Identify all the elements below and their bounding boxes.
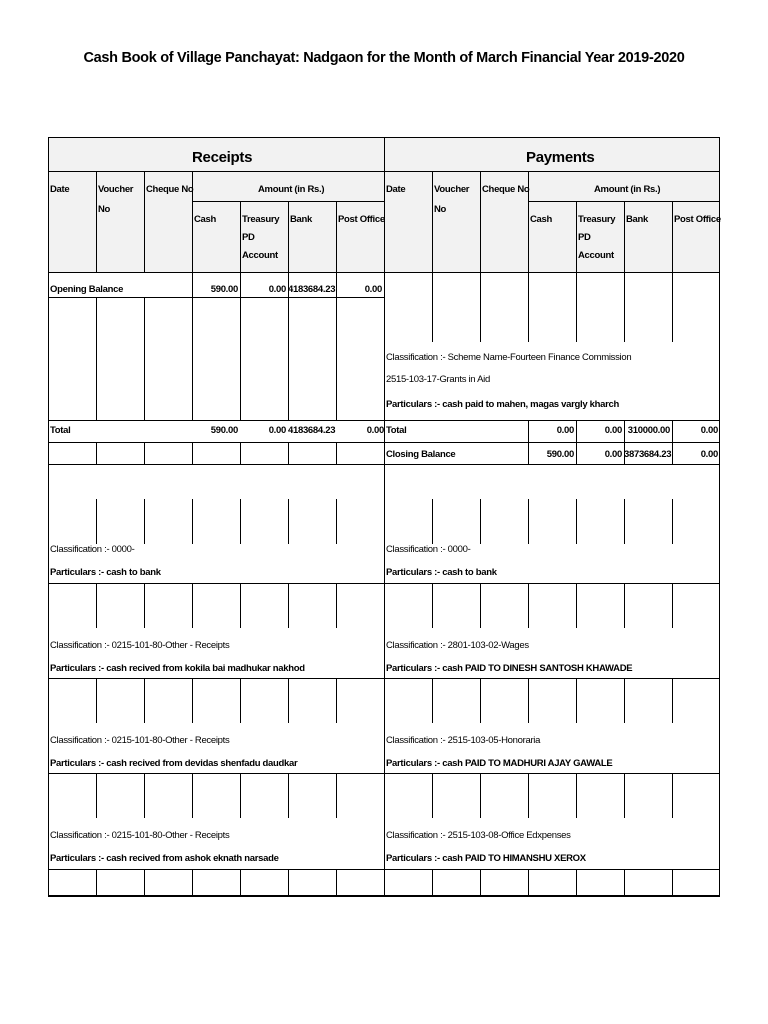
payment-classification: Classification :- 2515-103-08-Office Edxpenses: [386, 830, 571, 841]
col-line: [480, 583, 481, 628]
payment-classification: Classification :- 2515-103-05-Honoraria: [386, 735, 541, 746]
col-line: [576, 499, 577, 544]
col-line: [576, 272, 577, 342]
col-line: [432, 583, 433, 628]
col-line: [288, 201, 289, 272]
payment-particulars: Particulars :- cash PAID TO HIMANSHU XEROX: [386, 853, 586, 864]
payments-total-bank: 310000.00: [627, 425, 670, 436]
col-line: [672, 201, 673, 272]
col-line: [144, 442, 145, 464]
col-line: [240, 583, 241, 628]
col-line: [672, 678, 673, 723]
col-line: [192, 773, 193, 818]
closing-treasury: 0.00: [604, 449, 622, 460]
payments-total-label: Total: [386, 425, 407, 436]
col-line: [336, 201, 337, 272]
col-line: [96, 678, 97, 723]
payments-amount-header: Amount (in Rs.): [594, 184, 661, 195]
col-line: [240, 678, 241, 723]
col-line: [288, 869, 289, 895]
payment-classification: Classification :- 0000-: [386, 544, 471, 555]
col-line: [672, 869, 673, 895]
payments-total-post: 0.00: [700, 425, 718, 436]
col-line: [240, 442, 241, 464]
col-line: [240, 201, 241, 272]
col-line: [672, 272, 673, 342]
closing-post: 0.00: [700, 449, 718, 460]
col-line: [192, 442, 193, 464]
col-line: [144, 297, 145, 420]
receipts-account-header: Account: [242, 250, 278, 261]
col-line: [144, 773, 145, 818]
col-line: [528, 499, 529, 544]
col-line: [624, 869, 625, 895]
receipts-heading: Receipts: [192, 149, 253, 166]
payments-cheque-header: Cheque No: [482, 184, 530, 195]
receipt-particulars: Particulars :- cash recived from devidas shenfadu daudkar: [50, 758, 298, 769]
col-line: [432, 499, 433, 544]
col-line: [96, 583, 97, 628]
receipts-post-header: Post Office: [338, 214, 385, 225]
payments-voucher-no-header: No: [434, 204, 447, 215]
col-line: [336, 869, 337, 895]
receipts-pd-header: PD: [242, 232, 255, 243]
payments-cash-header: Cash: [530, 214, 553, 225]
receipts-amount-header: Amount (in Rs.): [258, 184, 325, 195]
col-line: [576, 869, 577, 895]
col-line: [96, 869, 97, 895]
opening-treasury: 0.00: [268, 284, 286, 295]
receipts-bank-header: Bank: [290, 214, 313, 225]
section-divider: [384, 137, 385, 897]
receipts-cash-header: Cash: [194, 214, 217, 225]
payments-total-treasury: 0.00: [604, 425, 622, 436]
opening-bank: 4183684.23: [288, 284, 336, 295]
payment-classification: Classification :- Scheme Name-Fourteen Finance Commission: [386, 352, 632, 363]
col-line: [624, 201, 625, 272]
col-line: [192, 297, 193, 420]
col-line: [480, 272, 481, 342]
payments-total-cash: 0.00: [556, 425, 574, 436]
col-line: [336, 678, 337, 723]
col-line: [288, 499, 289, 544]
col-line: [144, 869, 145, 895]
col-line: [192, 583, 193, 628]
col-line: [336, 442, 337, 464]
payments-account-header: Account: [578, 250, 614, 261]
opening-cash: 590.00: [210, 284, 238, 295]
col-line: [624, 773, 625, 818]
col-line: [240, 499, 241, 544]
col-line: [96, 773, 97, 818]
receipt-classification: Classification :- 0215-101-80-Other - Receipts: [50, 640, 230, 651]
col-line: [288, 442, 289, 464]
col-line: [96, 499, 97, 544]
col-line: [192, 499, 193, 544]
payments-bank-header: Bank: [626, 214, 649, 225]
receipts-total-treasury: 0.00: [268, 425, 286, 436]
col-line: [480, 869, 481, 895]
col-line: [480, 678, 481, 723]
closing-balance-label: Closing Balance: [386, 449, 456, 460]
col-line: [624, 272, 625, 342]
table-border-left: [48, 137, 49, 897]
payments-pd-header: PD: [578, 232, 591, 243]
col-line: [192, 678, 193, 723]
col-line: [576, 678, 577, 723]
col-line: [576, 201, 577, 272]
col-line: [288, 678, 289, 723]
payments-date-header: Date: [386, 184, 406, 195]
col-line: [288, 583, 289, 628]
receipt-classification: Classification :- 0215-101-80-Other - Receipts: [50, 735, 230, 746]
col-line: [528, 583, 529, 628]
receipts-cheque-header: Cheque No: [146, 184, 194, 195]
col-line: [192, 869, 193, 895]
payment-particulars: Particulars :- cash PAID TO MADHURI AJAY GAWALE: [386, 758, 613, 769]
col-line: [144, 583, 145, 628]
payment-classification: Classification :- 2801-103-02-Wages: [386, 640, 529, 651]
col-line: [432, 272, 433, 342]
payments-voucher-header: Voucher: [434, 184, 470, 195]
col-line: [144, 499, 145, 544]
payment-particulars: Particulars :- cash to bank: [386, 567, 497, 578]
col-line: [576, 773, 577, 818]
payments-post-header: Post Office: [674, 214, 721, 225]
receipts-total-label: Total: [50, 425, 71, 436]
receipt-classification: Classification :- 0000-: [50, 544, 135, 555]
receipts-voucher-header: Voucher: [98, 184, 134, 195]
col-line: [288, 773, 289, 818]
col-line: [336, 583, 337, 628]
payment-particulars: Particulars :- cash paid to mahen, magas vargly kharch: [386, 399, 620, 410]
col-line: [96, 297, 97, 420]
receipt-particulars: Particulars :- cash recived from ashok eknath narsade: [50, 853, 279, 864]
opening-balance-label: Opening Balance: [50, 284, 124, 295]
col-line: [96, 171, 97, 272]
closing-cash: 590.00: [546, 449, 574, 460]
col-line: [144, 678, 145, 723]
col-line: [144, 171, 145, 272]
col-line: [624, 678, 625, 723]
col-line: [528, 678, 529, 723]
receipts-total-bank: 4183684.23: [288, 425, 336, 436]
col-line: [528, 869, 529, 895]
table-border-right: [719, 137, 720, 897]
receipts-total-post: 0.00: [366, 425, 384, 436]
col-line: [528, 272, 529, 342]
page-title: Cash Book of Village Panchayat: Nadgaon for the Month of March Financial Year 2019-2020: [83, 50, 685, 66]
col-line: [672, 773, 673, 818]
payment-classification-code: 2515-103-17-Grants in Aid: [386, 374, 490, 385]
col-line: [480, 773, 481, 818]
closing-bank: 3873684.23: [624, 449, 672, 460]
receipt-particulars: Particulars :- cash recived from kokila bai madhukar nakhod: [50, 663, 305, 674]
receipts-voucher-no-header: No: [98, 204, 111, 215]
opening-row-bottom: [48, 297, 384, 298]
col-line: [240, 773, 241, 818]
col-line: [672, 583, 673, 628]
col-line: [480, 499, 481, 544]
col-line: [432, 869, 433, 895]
receipt-classification: Classification :- 0215-101-80-Other - Receipts: [50, 830, 230, 841]
col-line: [624, 583, 625, 628]
col-line: [480, 171, 481, 272]
payment-particulars: Particulars :- cash PAID TO DINESH SANTOSH KHAWADE: [386, 663, 633, 674]
col-line: [624, 499, 625, 544]
col-line: [240, 869, 241, 895]
receipts-total-cash: 590.00: [210, 425, 238, 436]
receipts-treasury-header: Treasury: [242, 214, 280, 225]
col-line: [336, 773, 337, 818]
col-line: [432, 171, 433, 272]
col-line: [432, 678, 433, 723]
receipts-date-header: Date: [50, 184, 70, 195]
opening-post: 0.00: [364, 284, 382, 295]
payments-treasury-header: Treasury: [578, 214, 616, 225]
payments-heading: Payments: [526, 149, 595, 166]
receipt-particulars: Particulars :- cash to bank: [50, 567, 161, 578]
col-line: [336, 499, 337, 544]
col-line: [432, 773, 433, 818]
col-line: [672, 499, 673, 544]
col-line: [528, 773, 529, 818]
col-line: [576, 583, 577, 628]
col-line: [96, 442, 97, 464]
cash-book-table: [48, 137, 720, 897]
